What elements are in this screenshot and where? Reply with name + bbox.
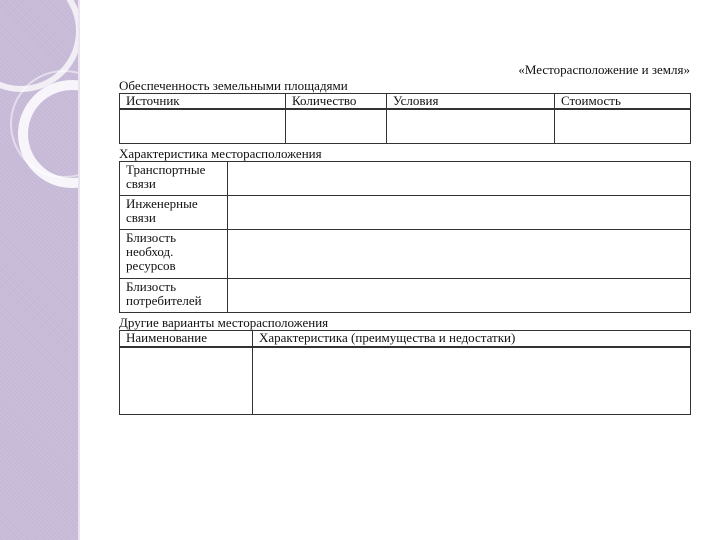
table-row <box>120 347 691 415</box>
row-label-resources <box>120 230 228 279</box>
table-row <box>120 109 691 144</box>
row-label-line: потребителей <box>126 293 202 308</box>
row-label-consumers <box>120 279 228 313</box>
row-label-line: связи <box>126 210 156 225</box>
table-row <box>120 162 691 196</box>
alternatives-table <box>119 330 691 415</box>
table-header-row <box>120 94 691 110</box>
document-title: «Месторасположение и земля» <box>518 62 690 77</box>
row-label-line: Близость <box>126 230 177 245</box>
row-label-line: связи <box>126 176 156 191</box>
column-header-quantity: Количество <box>286 94 387 110</box>
row-label-line: Инженерные <box>126 196 198 211</box>
column-header-cost: Стоимость <box>555 94 691 110</box>
table-row <box>120 279 691 313</box>
row-label-line: Транспортные <box>126 162 206 177</box>
row-label-transport <box>120 162 228 196</box>
table-cell-consumers[interactable] <box>228 279 691 313</box>
row-label-line: необход. <box>126 244 174 259</box>
decorative-sidebar <box>0 0 78 540</box>
sidebar-divider <box>78 0 80 540</box>
column-header-source: Источник <box>120 94 286 110</box>
alternatives-section-title: Другие варианты месторасположения <box>119 315 329 330</box>
table-cell-transport[interactable] <box>228 162 691 196</box>
table-cell-resources[interactable] <box>228 230 691 279</box>
table-cell-engineering[interactable] <box>228 196 691 230</box>
table-row <box>120 230 691 279</box>
row-label-line: Близость <box>126 279 177 294</box>
location-table <box>119 161 691 313</box>
table-row <box>120 196 691 230</box>
location-section-title: Характеристика месторасположения <box>119 146 322 161</box>
table-header-row <box>120 331 691 348</box>
column-header-characteristics: Характеристика (преимущества и недостатки) <box>253 331 691 348</box>
table-cell-quantity[interactable] <box>286 109 387 144</box>
table-cell-source[interactable] <box>120 109 286 144</box>
column-header-name: Наименование <box>120 331 253 348</box>
row-label-engineering <box>120 196 228 230</box>
table-cell-characteristics[interactable] <box>253 347 691 415</box>
row-label-line: ресурсов <box>126 258 176 273</box>
land-section-title: Обеспеченность земельными площадями <box>119 78 348 93</box>
column-header-conditions: Условия <box>387 94 555 110</box>
table-cell-cost[interactable] <box>555 109 691 144</box>
table-cell-conditions[interactable] <box>387 109 555 144</box>
land-table <box>119 93 691 144</box>
table-cell-name[interactable] <box>120 347 253 415</box>
